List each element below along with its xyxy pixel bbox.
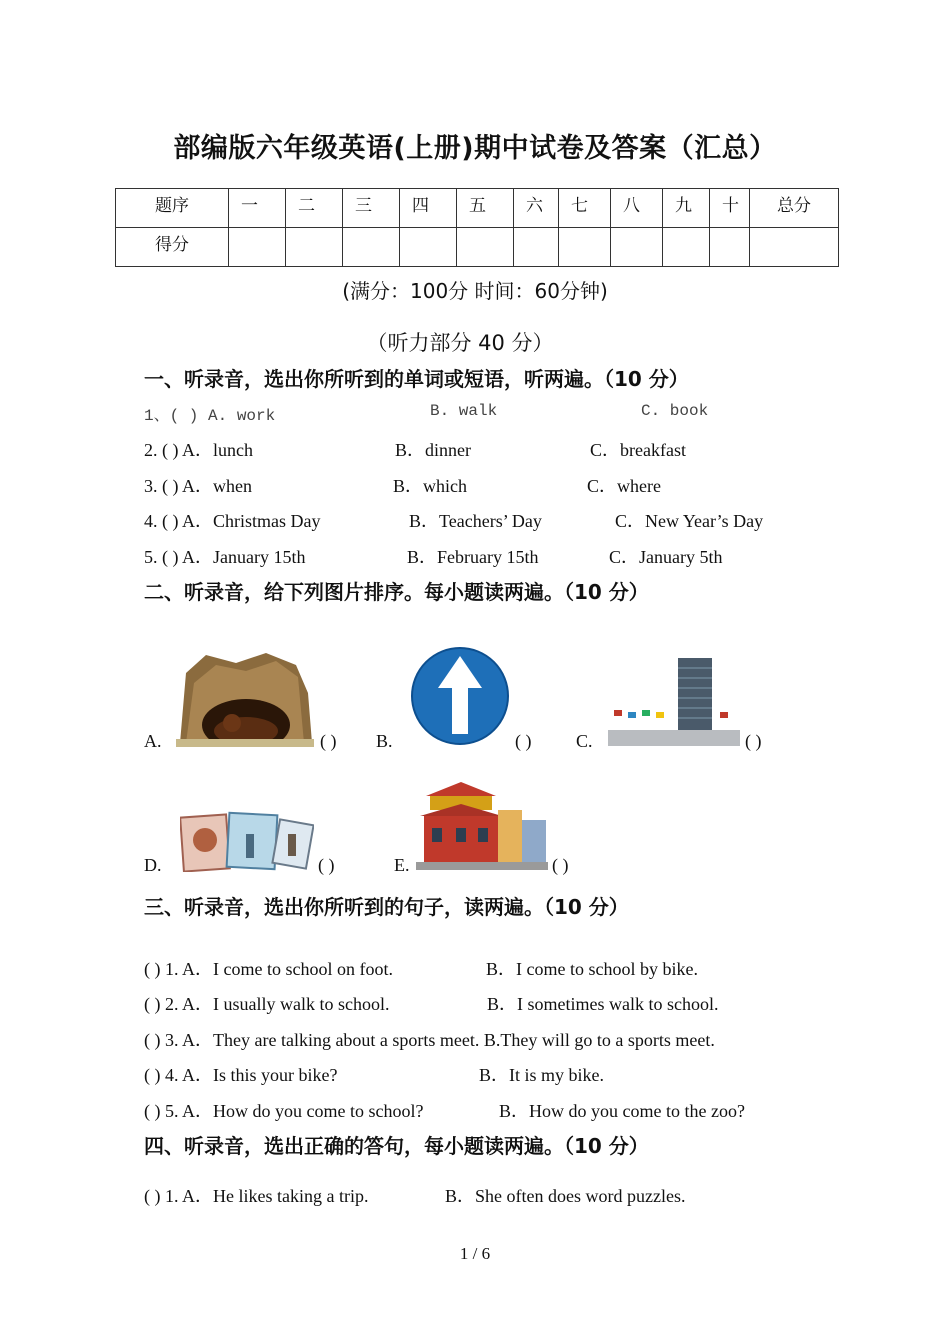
score-input-cell[interactable] — [559, 228, 611, 267]
picture-b-blank[interactable]: ( ) — [515, 731, 532, 751]
q3-option-c: C．where — [587, 476, 661, 496]
section4-heading: 四、听录音，选出正确的答句，每小题读两遍。（10 分） — [144, 1134, 649, 1158]
picture-c-label: C. — [576, 731, 593, 751]
table-cell: 总分 — [750, 189, 839, 228]
table-cell: 三 — [343, 189, 400, 228]
q5-option-a: 5. ( ) A．January 15th — [144, 547, 306, 567]
table-cell: 八 — [611, 189, 663, 228]
score-input-cell[interactable] — [400, 228, 457, 267]
q4-option-a: 4. ( ) A．Christmas Day — [144, 511, 321, 531]
table-cell: 九 — [663, 189, 710, 228]
table-cell: 五 — [457, 189, 514, 228]
table-cell: 得分 — [116, 228, 229, 267]
s3-q4-option-a: ( ) 4. A．Is this your bike? — [144, 1065, 338, 1085]
q1-option-b: B. walk — [430, 402, 498, 420]
q3-option-a: 3. ( ) A．when — [144, 476, 252, 496]
table-cell: 四 — [400, 189, 457, 228]
picture-d-label: D. — [144, 855, 162, 875]
score-input-cell[interactable] — [750, 228, 839, 267]
section1-heading: 一、听录音，选出你所听到的单词或短语，听两遍。（10 分） — [144, 367, 689, 391]
picture-a-label: A. — [144, 731, 162, 751]
un-building-picture — [608, 656, 740, 748]
score-table-score-row — [116, 228, 839, 267]
table-cell: 七 — [559, 189, 611, 228]
q1-option-a: 1、( ) A. work — [144, 407, 276, 425]
score-input-cell[interactable] — [229, 228, 286, 267]
s3-q5-option-a: ( ) 5. A．How do you come to school? — [144, 1101, 424, 1121]
s4-q1-option-b: B．She often does word puzzles. — [445, 1186, 686, 1206]
score-input-cell[interactable] — [611, 228, 663, 267]
s3-q1-option-a: ( ) 1. A．I come to school on foot. — [144, 959, 393, 979]
score-input-cell[interactable] — [663, 228, 710, 267]
section2-heading: 二、听录音，给下列图片排序。每小题读两遍。（10 分） — [144, 580, 649, 604]
q2-option-c: C．breakfast — [590, 440, 686, 460]
s3-q3-options: ( ) 3. A．They are talking about a sports meet. B.They will go to a sports meet. — [144, 1030, 715, 1050]
arrow-sign-picture — [410, 646, 510, 746]
q2-option-a: 2. ( ) A．lunch — [144, 440, 253, 460]
table-cell: 一 — [229, 189, 286, 228]
page-title: 部编版六年级英语(上册)期中试卷及答案（汇总） — [173, 133, 777, 164]
page-number: 1 / 6 — [459, 1244, 491, 1263]
picture-e-blank[interactable]: ( ) — [552, 855, 569, 875]
score-input-cell[interactable] — [710, 228, 750, 267]
score-input-cell[interactable] — [286, 228, 343, 267]
s3-q4-option-b: B．It is my bike. — [479, 1065, 604, 1085]
score-table — [115, 188, 839, 267]
picture-c-blank[interactable]: ( ) — [745, 731, 762, 751]
listening-part-label: （听力部分 40 分） — [366, 331, 554, 355]
score-input-cell[interactable] — [457, 228, 514, 267]
picture-b-label: B. — [376, 731, 393, 751]
score-input-cell[interactable] — [514, 228, 559, 267]
picture-e-label: E. — [394, 855, 410, 875]
street-buildings-picture — [416, 780, 548, 870]
score-input-cell[interactable] — [343, 228, 400, 267]
s4-q1-option-a: ( ) 1. A．He likes taking a trip. — [144, 1186, 369, 1206]
q5-option-b: B．February 15th — [407, 547, 539, 567]
q1-option-c: C. book — [641, 402, 709, 420]
q4-option-c: C．New Year’s Day — [615, 511, 764, 531]
picture-a-blank[interactable]: ( ) — [320, 731, 337, 751]
table-cell: 二 — [286, 189, 343, 228]
q3-option-b: B．which — [393, 476, 467, 496]
section3-heading: 三、听录音，选出你所听到的句子，读两遍。（10 分） — [144, 895, 629, 919]
q2-option-b: B．dinner — [395, 440, 471, 460]
bear-cave-picture — [176, 653, 314, 747]
s3-q1-option-b: B．I come to school by bike. — [486, 959, 698, 979]
full-score-time: (满分：100分 时间：60分钟) — [342, 279, 608, 303]
table-cell: 题序 — [116, 189, 229, 228]
table-cell: 六 — [514, 189, 559, 228]
s3-q2-option-b: B．I sometimes walk to school. — [487, 994, 719, 1014]
s3-q2-option-a: ( ) 2. A．I usually walk to school. — [144, 994, 390, 1014]
stamps-picture — [180, 810, 314, 872]
picture-d-blank[interactable]: ( ) — [318, 855, 335, 875]
q5-option-c: C．January 5th — [609, 547, 723, 567]
q4-option-b: B．Teachers’ Day — [409, 511, 542, 531]
s3-q5-option-b: B．How do you come to the zoo? — [499, 1101, 745, 1121]
table-cell: 十 — [710, 189, 750, 228]
score-table-header-row — [116, 189, 839, 228]
